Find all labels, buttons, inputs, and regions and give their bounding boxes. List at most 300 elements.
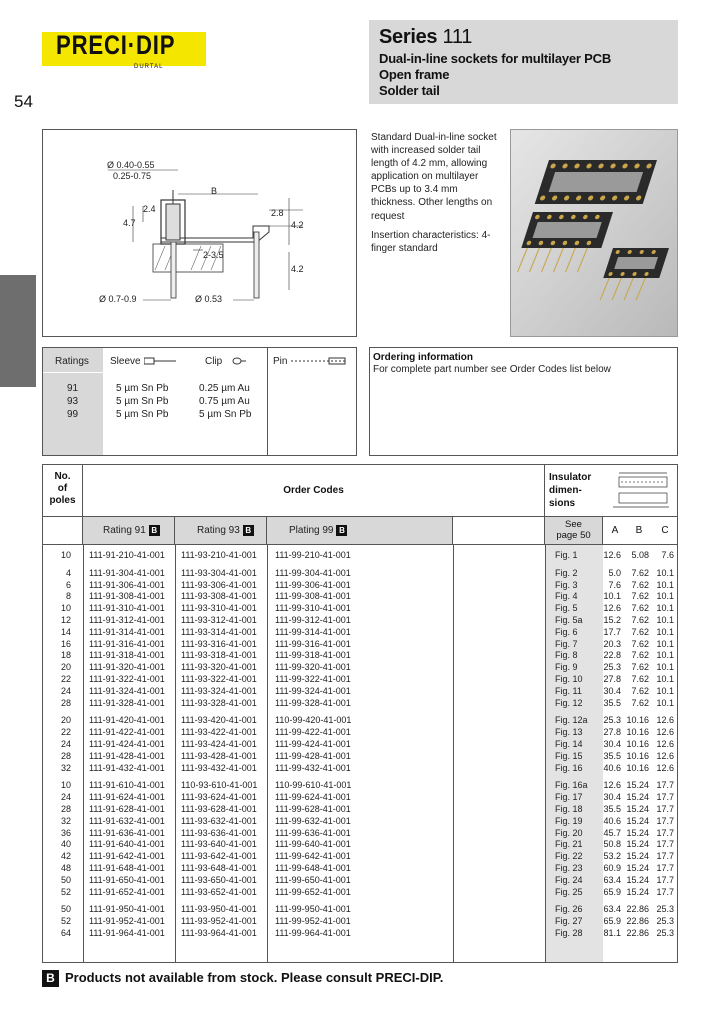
order-code-91: 111-91-312-41-001	[89, 615, 165, 625]
table-row	[43, 851, 677, 862]
figure-ref: Fig. 28	[555, 928, 583, 938]
poles-count: 22	[60, 727, 71, 738]
dim-b: 5.08	[631, 550, 649, 560]
dim-c: 10.1	[656, 685, 674, 696]
table-row	[43, 674, 677, 685]
order-code-99: 111-99-648-41-001	[275, 863, 351, 873]
order-code-91: 111-91-610-41-001	[89, 780, 165, 791]
dim-c: 12.6	[656, 762, 674, 773]
poles-count: 8	[65, 591, 71, 602]
rating-clip: 0.25 µm Au	[199, 383, 250, 394]
dim-a: 25.3	[603, 662, 621, 673]
dim-a: 45.7	[603, 827, 621, 838]
dim-c: 17.7	[656, 886, 674, 897]
dim-b: 15.24	[626, 780, 649, 791]
order-code-91: 111-91-304-41-001	[89, 567, 165, 578]
dim-label: Ø 0.40-0.55	[107, 160, 155, 170]
order-code-91: 111-91-952-41-001	[89, 916, 165, 927]
order-code-99: 111-99-312-41-001	[275, 615, 351, 625]
order-code-91: 111-91-320-41-001	[89, 662, 165, 673]
table-row	[43, 568, 677, 579]
dim-c: 25.3	[656, 916, 674, 927]
dim-b: 15.24	[626, 874, 649, 885]
figure-ref: Fig. 16a	[555, 780, 588, 791]
sleeve-icon	[144, 356, 178, 366]
order-code-91: 111-91-640-41-001	[89, 839, 165, 850]
table-row	[43, 804, 677, 815]
dim-label: B	[211, 186, 218, 196]
figure-ref: Fig. 12	[555, 697, 583, 708]
dim-a: 63.4	[603, 904, 621, 915]
order-code-99: 111-99-428-41-001	[275, 750, 351, 761]
order-code-93: 111-93-308-41-001	[181, 591, 257, 602]
table-row	[43, 662, 677, 673]
order-code-99: 111-99-316-41-001	[275, 638, 351, 649]
order-code-91: 111-91-308-41-001	[89, 591, 165, 602]
dim-label: 2.4	[143, 204, 156, 214]
subtitle-line: Dual-in-line sockets for multilayer PCB	[379, 51, 612, 66]
figure-ref: Fig. 5	[555, 603, 578, 614]
order-code-91: 111-91-964-41-001	[89, 928, 165, 938]
dim-c: 12.6	[656, 750, 674, 761]
description-paragraph: Insertion characteristics: 4-finger standard	[371, 229, 491, 254]
dim-a: 12.6	[603, 550, 621, 560]
dim-a: 35.5	[603, 697, 621, 708]
figure-ref: Fig. 1	[555, 550, 578, 560]
order-code-93: 111-93-420-41-001	[181, 715, 257, 726]
ratings-header: Ratings	[55, 356, 89, 367]
poles-count: 36	[60, 827, 71, 838]
product-description	[371, 131, 499, 261]
order-code-99: 111-99-650-41-001	[275, 874, 351, 885]
table-row	[43, 639, 677, 650]
socket-cross-section-drawing	[43, 130, 356, 336]
order-code-93: 111-93-632-41-001	[181, 815, 257, 826]
order-code-93: 111-93-950-41-001	[181, 904, 257, 915]
dim-c: 25.3	[656, 928, 674, 938]
order-code-91: 111-91-424-41-001	[89, 739, 165, 749]
dim-c: 17.7	[656, 863, 674, 873]
order-code-93: 110-93-610-41-001	[181, 780, 258, 791]
order-codes-header: Order Codes	[83, 465, 545, 517]
dim-c: 12.6	[656, 739, 674, 749]
see-page-header: See page 50	[545, 517, 603, 544]
dim-c: 12.6	[656, 715, 674, 726]
table-row	[43, 751, 677, 762]
dim-b: 22.86	[626, 928, 649, 938]
poles-count: 10	[60, 550, 71, 560]
order-code-91: 111-91-650-41-001	[89, 874, 165, 885]
order-code-99: 111-99-624-41-001	[275, 792, 351, 803]
table-row	[43, 715, 677, 726]
dim-b: 10.16	[626, 715, 649, 726]
dim-b: 7.62	[631, 697, 649, 708]
table-row	[43, 615, 677, 626]
rating-code: 93	[67, 396, 79, 407]
order-code-93: 111-93-306-41-001	[181, 579, 257, 590]
dim-b: 10.16	[626, 739, 649, 749]
dim-label: 4.7	[123, 218, 136, 228]
order-code-99: 111-99-642-41-001	[275, 851, 351, 862]
order-code-93: 111-93-316-41-001	[181, 638, 257, 649]
table-row	[43, 780, 677, 791]
order-code-93: 111-93-952-41-001	[181, 916, 257, 927]
table-row	[43, 550, 677, 561]
sleeve-header: Sleeve	[110, 356, 141, 367]
order-code-91: 111-91-328-41-001	[89, 697, 165, 708]
figure-ref: Fig. 8	[555, 650, 578, 661]
order-code-99: 111-99-632-41-001	[275, 815, 351, 826]
table-row	[43, 887, 677, 898]
subtitle-line: Open frame	[379, 67, 450, 82]
side-tab	[0, 275, 36, 387]
rating93-header: Rating 93 B	[175, 517, 267, 544]
order-code-93: 111-93-422-41-001	[181, 727, 257, 738]
figure-ref: Fig. 12a	[555, 715, 588, 726]
order-code-99: 111-99-304-41-001	[275, 567, 351, 578]
order-code-99: 111-99-306-41-001	[275, 579, 351, 590]
product-photo	[510, 129, 678, 337]
dim-a: 10.1	[603, 591, 621, 602]
figure-ref: Fig. 20	[555, 827, 583, 838]
dim-b: 15.24	[626, 804, 649, 814]
table-row	[43, 863, 677, 874]
dim-a: 7.6	[608, 579, 621, 590]
order-code-99: 110-99-610-41-001	[275, 780, 352, 791]
order-code-99: 111-99-314-41-001	[275, 626, 351, 637]
dim-c: 10.1	[656, 650, 674, 661]
order-code-91: 111-91-306-41-001	[89, 579, 165, 590]
dim-a: 15.2	[603, 615, 621, 625]
col-b-header: B	[635, 525, 643, 536]
dim-c: 17.7	[656, 804, 674, 814]
order-code-93: 111-93-310-41-001	[181, 603, 257, 614]
order-code-91: 111-91-422-41-001	[89, 727, 165, 738]
order-code-99: 111-99-320-41-001	[275, 662, 351, 673]
dim-c: 10.1	[656, 674, 674, 684]
rating-sleeve: 5 µm Sn Pb	[116, 383, 169, 394]
order-code-91: 111-91-628-41-001	[89, 804, 165, 814]
dim-label: 2-3.5	[203, 250, 224, 260]
figure-ref: Fig. 26	[555, 904, 583, 915]
stock-note: B Products not available from stock. Please consult PRECI-DIP.	[42, 970, 443, 987]
order-code-91: 111-91-324-41-001	[89, 685, 165, 696]
order-code-93: 111-93-648-41-001	[181, 863, 257, 873]
rating-clip: 5 µm Sn Pb	[199, 409, 252, 420]
poles-count: 52	[60, 916, 71, 927]
order-code-99: 111-99-422-41-001	[275, 727, 351, 738]
order-code-99: 111-99-636-41-001	[275, 827, 351, 838]
order-code-91: 111-91-310-41-001	[89, 603, 165, 614]
rating91-header: Rating 91 B	[83, 517, 175, 544]
poles-count: 14	[60, 626, 71, 637]
order-code-99: 111-99-628-41-001	[275, 804, 351, 814]
dim-a: 5.0	[608, 567, 621, 578]
rating-clip: 0.75 µm Au	[199, 396, 250, 407]
poles-count: 48	[60, 863, 71, 873]
rating-code: 99	[67, 409, 79, 420]
order-code-99: 111-99-310-41-001	[275, 603, 351, 614]
dim-b: 10.16	[626, 727, 649, 738]
dim-a: 63.4	[603, 874, 621, 885]
figure-ref: Fig. 25	[555, 886, 583, 897]
poles-count: 12	[60, 615, 71, 625]
dim-c: 7.6	[661, 550, 674, 560]
poles-count: 6	[65, 579, 71, 590]
poles-count: 10	[60, 603, 71, 614]
dim-b: 22.86	[626, 904, 649, 915]
clip-icon	[231, 356, 247, 366]
order-codes-table	[42, 464, 678, 963]
order-code-93: 111-93-642-41-001	[181, 851, 257, 862]
poles-count: 18	[60, 650, 71, 661]
poles-count: 40	[60, 839, 71, 850]
order-code-99: 111-99-424-41-001	[275, 739, 351, 749]
col-c-header: C	[661, 525, 669, 536]
table-row	[43, 650, 677, 661]
dim-a: 40.6	[603, 815, 621, 826]
order-code-91: 111-91-420-41-001	[89, 715, 165, 726]
dim-b: 7.62	[631, 674, 649, 684]
order-code-93: 111-93-328-41-001	[181, 697, 257, 708]
dim-c: 17.7	[656, 839, 674, 850]
figure-ref: Fig. 23	[555, 863, 583, 873]
dim-c: 12.6	[656, 727, 674, 738]
figure-ref: Fig. 10	[555, 674, 583, 684]
table-row	[43, 627, 677, 638]
dim-a: 20.3	[603, 638, 621, 649]
table-row	[43, 928, 677, 939]
table-row	[43, 839, 677, 850]
poles-count: 42	[60, 851, 71, 862]
dim-label: 2.8	[271, 208, 284, 218]
dim-a: 27.8	[603, 727, 621, 738]
dim-c: 10.1	[656, 638, 674, 649]
figure-ref: Fig. 3	[555, 579, 578, 590]
poles-count: 50	[60, 904, 71, 915]
order-code-91: 111-91-314-41-001	[89, 626, 165, 637]
figure-ref: Fig. 16	[555, 762, 583, 773]
poles-count: 64	[60, 928, 71, 938]
ratings-table	[42, 347, 357, 456]
dim-b: 7.62	[631, 615, 649, 625]
order-code-99: 111-99-640-41-001	[275, 839, 351, 850]
order-code-91: 111-91-642-41-001	[89, 851, 165, 862]
figure-ref: Fig. 22	[555, 851, 583, 862]
table-row	[43, 763, 677, 774]
table-row	[43, 792, 677, 803]
dim-c: 25.3	[656, 904, 674, 915]
poles-count: 32	[60, 762, 71, 773]
table-row	[43, 916, 677, 927]
table-subheader	[43, 517, 677, 545]
dim-a: 30.4	[603, 685, 621, 696]
poles-count: 50	[60, 874, 71, 885]
dim-c: 10.1	[656, 579, 674, 590]
order-code-99: 111-99-432-41-001	[275, 762, 351, 773]
order-code-91: 111-91-648-41-001	[89, 863, 165, 873]
order-code-93: 111-93-624-41-001	[181, 792, 257, 803]
dim-b: 15.24	[626, 863, 649, 873]
b-mark-icon: B	[42, 970, 59, 987]
order-code-99: 111-99-328-41-001	[275, 697, 351, 708]
poles-count: 28	[60, 750, 71, 761]
dim-b: 15.24	[626, 792, 649, 803]
dim-a: 35.5	[603, 804, 621, 814]
ordering-information	[369, 347, 678, 456]
figure-ref: Fig. 19	[555, 815, 583, 826]
technical-drawing	[42, 129, 357, 337]
dim-b: 15.24	[626, 815, 649, 826]
poles-count: 32	[60, 815, 71, 826]
poles-count: 28	[60, 804, 71, 814]
table-row	[43, 828, 677, 839]
dim-a: 65.9	[603, 916, 621, 927]
figure-ref: Fig. 27	[555, 916, 583, 927]
poles-count: 4	[65, 567, 71, 578]
poles-count: 52	[60, 886, 71, 897]
order-code-99: 111-99-318-41-001	[275, 650, 351, 661]
order-code-99: 111-99-950-41-001	[275, 904, 351, 915]
order-code-91: 111-91-632-41-001	[89, 815, 165, 826]
rating-sleeve: 5 µm Sn Pb	[116, 396, 169, 407]
poles-count: 20	[60, 662, 71, 673]
table-row	[43, 591, 677, 602]
table-row	[43, 739, 677, 750]
order-code-93: 111-93-324-41-001	[181, 685, 257, 696]
dim-a: 12.6	[603, 780, 621, 791]
dim-b: 7.62	[631, 567, 649, 578]
dim-a: 25.3	[603, 715, 621, 726]
order-code-91: 111-91-322-41-001	[89, 674, 165, 684]
order-code-93: 111-93-320-41-001	[181, 662, 257, 673]
table-row	[43, 727, 677, 738]
page-title: Series 111	[379, 26, 473, 48]
insulator-dimension-icon	[611, 469, 673, 513]
dim-c: 10.1	[656, 662, 674, 673]
dim-c: 17.7	[656, 815, 674, 826]
dim-a: 53.2	[603, 851, 621, 862]
dim-b: 7.62	[631, 662, 649, 673]
dim-label: 4.2	[291, 220, 304, 230]
dim-c: 10.1	[656, 697, 674, 708]
order-code-99: 111-99-308-41-001	[275, 591, 351, 602]
order-code-91: 111-91-652-41-001	[89, 886, 165, 897]
table-row	[43, 686, 677, 697]
rating-code: 91	[67, 383, 79, 394]
dim-label: Ø 0.53	[195, 294, 223, 304]
order-code-91: 111-91-428-41-001	[89, 750, 165, 761]
dim-b: 10.16	[626, 762, 649, 773]
dim-a: 35.5	[603, 750, 621, 761]
order-code-91: 111-91-432-41-001	[89, 762, 165, 773]
dim-b: 15.24	[626, 827, 649, 838]
order-code-93: 111-93-304-41-001	[181, 567, 257, 578]
order-code-91: 111-91-624-41-001	[89, 792, 165, 803]
table-header	[43, 465, 677, 517]
dim-label: 0.25-0.75	[113, 171, 152, 181]
figure-ref: Fig. 14	[555, 739, 583, 749]
order-code-99: 111-99-210-41-001	[275, 550, 351, 560]
dim-b: 7.62	[631, 626, 649, 637]
figure-ref: Fig. 9	[555, 662, 578, 673]
dim-b: 7.62	[631, 603, 649, 614]
poles-count: 24	[60, 739, 71, 749]
poles-count: 10	[60, 780, 71, 791]
dim-b: 7.62	[631, 591, 649, 602]
figure-ref: Fig. 7	[555, 638, 578, 649]
dim-b: 7.62	[631, 685, 649, 696]
order-code-93: 111-93-432-41-001	[181, 762, 257, 773]
table-row	[43, 875, 677, 886]
poles-count: 24	[60, 685, 71, 696]
dim-c: 17.7	[656, 827, 674, 838]
col-a-header: A	[611, 525, 619, 536]
series-header	[369, 20, 678, 104]
brand-logo-sub: DURTAL	[134, 64, 164, 70]
order-code-91: 111-91-318-41-001	[89, 650, 165, 661]
dim-c: 10.1	[656, 603, 674, 614]
dim-c: 17.7	[656, 792, 674, 803]
dim-b: 15.24	[626, 839, 649, 850]
figure-ref: Fig. 18	[555, 804, 583, 814]
order-code-93: 111-93-650-41-001	[181, 874, 257, 885]
table-row	[43, 904, 677, 915]
figure-ref: Fig. 17	[555, 792, 583, 803]
figure-ref: Fig. 5a	[555, 615, 583, 625]
table-row	[43, 816, 677, 827]
order-code-93: 111-93-424-41-001	[181, 739, 257, 749]
dim-c: 17.7	[656, 851, 674, 862]
socket-photo-illustration	[511, 130, 677, 336]
dim-a: 50.8	[603, 839, 621, 850]
dim-b: 22.86	[626, 916, 649, 927]
dim-b: 15.24	[626, 851, 649, 862]
figure-ref: Fig. 24	[555, 874, 583, 885]
ordering-text: For complete part number see Order Codes list below	[373, 364, 611, 375]
dim-c: 10.1	[656, 591, 674, 602]
table-row	[43, 698, 677, 709]
order-code-93: 111-93-628-41-001	[181, 804, 257, 814]
brand-logo: PRECI·DIP	[56, 30, 176, 60]
dim-b: 10.16	[626, 750, 649, 761]
order-code-93: 111-93-652-41-001	[181, 886, 257, 897]
dim-label: 4.2	[291, 264, 304, 274]
dim-a: 30.4	[603, 792, 621, 803]
order-code-91: 111-91-210-41-001	[89, 550, 165, 560]
dim-b: 15.24	[626, 886, 649, 897]
order-code-91: 111-91-950-41-001	[89, 904, 165, 915]
dim-c: 10.1	[656, 615, 674, 625]
order-code-99: 111-99-324-41-001	[275, 685, 351, 696]
poles-count: 16	[60, 638, 71, 649]
figure-ref: Fig. 2	[555, 567, 578, 578]
order-code-93: 111-93-210-41-001	[181, 550, 257, 560]
page-number: 54	[14, 92, 33, 111]
insulator-dimensions-header: Insulator dimen- sions	[545, 465, 677, 517]
subtitle-line: Solder tail	[379, 83, 440, 98]
poles-count: 28	[60, 697, 71, 708]
dim-c: 10.1	[656, 626, 674, 637]
poles-count: 22	[60, 674, 71, 684]
dim-a: 81.1	[603, 928, 621, 938]
dim-label: Ø 0.7-0.9	[99, 294, 137, 304]
figure-ref: Fig. 4	[555, 591, 578, 602]
ordering-title: Ordering information	[373, 352, 473, 363]
poles-header: No. of poles	[43, 465, 83, 517]
pin-icon	[289, 356, 349, 366]
order-code-99: 111-99-964-41-001	[275, 928, 351, 938]
